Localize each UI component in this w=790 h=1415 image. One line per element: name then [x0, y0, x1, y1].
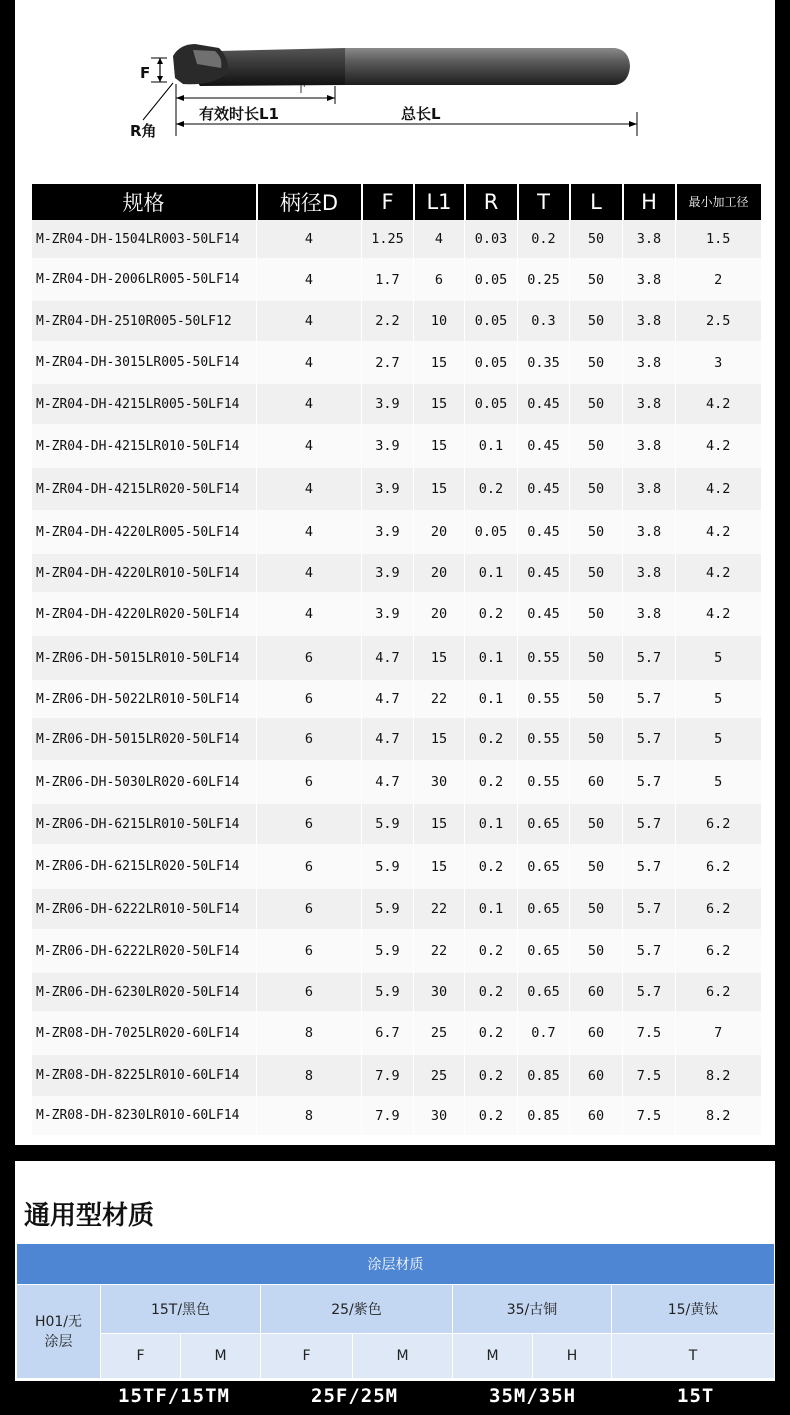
cell-min-bore: 6.2	[676, 929, 761, 973]
cell-l: 60	[570, 1096, 623, 1135]
cell-r: 0.2	[465, 592, 518, 636]
cell-t: 0.45	[518, 510, 570, 554]
cell-t: 0.55	[518, 636, 570, 680]
f-label: F	[140, 64, 151, 82]
cell-f: 2.2	[362, 301, 414, 341]
cell-shank-d: 6	[257, 804, 362, 844]
cell-l: 50	[570, 510, 623, 554]
cell-spec: M-ZR06-DH-5022LR010-50LF14	[32, 680, 257, 718]
cell-f: 5.9	[362, 973, 414, 1011]
col-header-l1: L1	[414, 184, 465, 220]
h01-uncoated-cell	[17, 1285, 101, 1379]
sub-25-m: M	[353, 1334, 453, 1379]
cell-f: 2.7	[362, 341, 414, 384]
sub-15t-f: F	[101, 1334, 181, 1379]
h01-line2: 涂层	[44, 1333, 73, 1350]
table-row	[32, 680, 761, 718]
cell-t: 0.85	[518, 1096, 570, 1135]
cell-r: 0.2	[465, 760, 518, 804]
cell-t: 0.45	[518, 592, 570, 636]
cell-l1: 4	[414, 220, 465, 258]
cell-f: 5.9	[362, 844, 414, 889]
table-row	[32, 844, 761, 889]
cell-t: 0.7	[518, 1011, 570, 1055]
cell-min-bore: 4.2	[676, 424, 761, 468]
sub-15t-m: M	[181, 1334, 261, 1379]
table-row	[32, 929, 761, 973]
cell-f: 3.9	[362, 510, 414, 554]
material-panel	[15, 1161, 775, 1381]
cell-min-bore: 8.2	[676, 1096, 761, 1135]
cell-shank-d: 4	[257, 510, 362, 554]
cell-shank-d: 4	[257, 301, 362, 341]
table-row	[32, 468, 761, 510]
cell-spec: M-ZR04-DH-4215LR005-50LF14	[32, 384, 257, 424]
cell-spec: M-ZR06-DH-6222LR020-50LF14	[32, 929, 257, 973]
cell-min-bore: 5	[676, 718, 761, 760]
cell-h: 7.5	[623, 1011, 676, 1055]
table-row	[32, 424, 761, 468]
cell-spec: M-ZR06-DH-6215LR020-50LF14	[32, 844, 257, 889]
h01-line1: H01/无	[34, 1313, 83, 1330]
cell-spec: M-ZR04-DH-1504LR003-50LF14	[32, 220, 257, 258]
cell-h: 5.7	[623, 844, 676, 889]
tool-drawing	[15, 0, 775, 175]
cell-l: 50	[570, 680, 623, 718]
cell-shank-d: 4	[257, 592, 362, 636]
code-35: 35M/35H	[489, 1385, 577, 1407]
cell-l: 50	[570, 929, 623, 973]
table-row	[32, 301, 761, 341]
cell-l: 60	[570, 973, 623, 1011]
cell-min-bore: 6.2	[676, 804, 761, 844]
cell-spec: M-ZR04-DH-4220LR005-50LF14	[32, 510, 257, 554]
cell-min-bore: 1.5	[676, 220, 761, 258]
cell-spec: M-ZR04-DH-2510R005-50LF12	[32, 301, 257, 341]
cell-t: 0.2	[518, 220, 570, 258]
cell-l: 60	[570, 760, 623, 804]
cell-h: 5.7	[623, 889, 676, 929]
cell-min-bore: 4.2	[676, 468, 761, 510]
cell-r: 0.1	[465, 424, 518, 468]
col-header-spec: 规格	[32, 184, 257, 220]
cell-l: 50	[570, 384, 623, 424]
table-row	[32, 760, 761, 804]
cell-r: 0.05	[465, 510, 518, 554]
cell-h: 3.8	[623, 301, 676, 341]
cell-min-bore: 4.2	[676, 554, 761, 592]
cell-f: 1.25	[362, 220, 414, 258]
spec-table	[31, 184, 761, 1135]
table-row	[32, 804, 761, 844]
cell-min-bore: 5	[676, 636, 761, 680]
cell-l1: 20	[414, 554, 465, 592]
code-15-yellow: 15T	[677, 1385, 715, 1407]
cell-l: 50	[570, 258, 623, 301]
cell-h: 5.7	[623, 760, 676, 804]
cell-r: 0.2	[465, 973, 518, 1011]
cell-min-bore: 4.2	[676, 384, 761, 424]
cell-l1: 20	[414, 592, 465, 636]
cell-t: 0.3	[518, 301, 570, 341]
cell-shank-d: 8	[257, 1096, 362, 1135]
table-row	[32, 258, 761, 301]
cell-min-bore: 5	[676, 680, 761, 718]
col-header-shank-d: 柄径D	[257, 184, 362, 220]
cell-shank-d: 4	[257, 468, 362, 510]
cell-spec: M-ZR06-DH-6215LR010-50LF14	[32, 804, 257, 844]
table-row	[32, 554, 761, 592]
cell-f: 7.9	[362, 1055, 414, 1096]
cell-h: 3.8	[623, 592, 676, 636]
group-15t-black: 15T/黑色	[101, 1285, 261, 1334]
cell-h: 3.8	[623, 341, 676, 384]
cell-min-bore: 7	[676, 1011, 761, 1055]
cell-l: 50	[570, 804, 623, 844]
cell-t: 0.55	[518, 718, 570, 760]
group-25-purple: 25/紫色	[261, 1285, 453, 1334]
cell-l1: 15	[414, 341, 465, 384]
cell-min-bore: 4.2	[676, 510, 761, 554]
cell-r: 0.1	[465, 680, 518, 718]
table-row	[32, 384, 761, 424]
cell-spec: M-ZR04-DH-4220LR020-50LF14	[32, 592, 257, 636]
cell-f: 4.7	[362, 718, 414, 760]
boring-tool-diagram	[15, 0, 775, 175]
cell-r: 0.05	[465, 384, 518, 424]
cell-l: 50	[570, 341, 623, 384]
cell-l1: 30	[414, 760, 465, 804]
table-row	[32, 718, 761, 760]
cell-f: 3.9	[362, 424, 414, 468]
cell-f: 4.7	[362, 636, 414, 680]
cell-spec: M-ZR06-DH-5015LR010-50LF14	[32, 636, 257, 680]
cell-t: 0.45	[518, 384, 570, 424]
table-row	[32, 592, 761, 636]
cell-l: 50	[570, 301, 623, 341]
cell-f: 4.7	[362, 760, 414, 804]
cell-h: 3.8	[623, 220, 676, 258]
cell-l: 60	[570, 1011, 623, 1055]
cell-shank-d: 6	[257, 680, 362, 718]
cell-h: 3.8	[623, 468, 676, 510]
sub-15-t: T	[612, 1334, 775, 1379]
code-15t: 15TF/15TM	[118, 1385, 230, 1407]
cell-t: 0.65	[518, 973, 570, 1011]
cell-h: 3.8	[623, 424, 676, 468]
table-row	[32, 973, 761, 1011]
cell-t: 0.45	[518, 468, 570, 510]
table-row	[32, 1096, 761, 1135]
cell-spec: M-ZR04-DH-4215LR010-50LF14	[32, 424, 257, 468]
cell-shank-d: 4	[257, 341, 362, 384]
cell-r: 0.1	[465, 889, 518, 929]
cell-l1: 6	[414, 258, 465, 301]
cell-h: 5.7	[623, 718, 676, 760]
cell-h: 5.7	[623, 973, 676, 1011]
cell-l1: 20	[414, 510, 465, 554]
sub-25-f: F	[261, 1334, 353, 1379]
cell-shank-d: 8	[257, 1055, 362, 1096]
cell-r: 0.1	[465, 554, 518, 592]
cell-spec: M-ZR06-DH-6230LR020-50LF14	[32, 973, 257, 1011]
cell-l1: 22	[414, 889, 465, 929]
material-section-title: 通用型材质	[24, 1201, 155, 1231]
cell-t: 0.65	[518, 929, 570, 973]
cell-r: 0.1	[465, 804, 518, 844]
cell-spec: M-ZR08-DH-8225LR010-60LF14	[32, 1055, 257, 1096]
cell-r: 0.03	[465, 220, 518, 258]
code-25: 25F/25M	[311, 1385, 399, 1407]
col-header-t: T	[518, 184, 570, 220]
l1-label: 有效时长L1	[199, 105, 279, 123]
cell-shank-d: 6	[257, 844, 362, 889]
cell-l: 50	[570, 468, 623, 510]
spec-panel	[15, 0, 775, 1145]
cell-shank-d: 6	[257, 636, 362, 680]
cell-t: 0.65	[518, 844, 570, 889]
cell-l: 50	[570, 844, 623, 889]
cell-h: 3.8	[623, 258, 676, 301]
cell-l1: 30	[414, 973, 465, 1011]
cell-r: 0.05	[465, 301, 518, 341]
cell-t: 0.25	[518, 258, 570, 301]
cell-l: 50	[570, 424, 623, 468]
cell-f: 7.9	[362, 1096, 414, 1135]
cell-spec: M-ZR04-DH-2006LR005-50LF14	[32, 258, 257, 301]
cell-r: 0.05	[465, 258, 518, 301]
cell-l1: 10	[414, 301, 465, 341]
cell-f: 4.7	[362, 680, 414, 718]
cell-t: 0.65	[518, 804, 570, 844]
cell-shank-d: 6	[257, 929, 362, 973]
cell-spec: M-ZR04-DH-4215LR020-50LF14	[32, 468, 257, 510]
cell-l1: 15	[414, 718, 465, 760]
cell-f: 5.9	[362, 889, 414, 929]
l-label: 总长L	[401, 105, 441, 123]
cell-l: 50	[570, 220, 623, 258]
cell-spec: M-ZR08-DH-8230LR010-60LF14	[32, 1096, 257, 1135]
cell-l1: 15	[414, 804, 465, 844]
col-header-min-bore: 最小加工径	[676, 184, 761, 220]
col-header-f: F	[362, 184, 414, 220]
cell-min-bore: 8.2	[676, 1055, 761, 1096]
cell-shank-d: 4	[257, 424, 362, 468]
cell-l: 60	[570, 1055, 623, 1096]
cell-t: 0.45	[518, 424, 570, 468]
cell-min-bore: 6.2	[676, 973, 761, 1011]
cell-l1: 15	[414, 636, 465, 680]
table-row	[32, 1055, 761, 1096]
cell-t: 0.65	[518, 889, 570, 929]
cell-l: 50	[570, 592, 623, 636]
cell-l1: 22	[414, 680, 465, 718]
cell-l: 50	[570, 718, 623, 760]
col-header-l: L	[570, 184, 623, 220]
cell-shank-d: 4	[257, 554, 362, 592]
cell-spec: M-ZR06-DH-5030LR020-60LF14	[32, 760, 257, 804]
cell-shank-d: 6	[257, 973, 362, 1011]
material-table	[16, 1243, 775, 1379]
table-row	[32, 341, 761, 384]
coating-material-header: 涂层材质	[17, 1244, 775, 1285]
table-row	[32, 1011, 761, 1055]
col-header-r: R	[465, 184, 518, 220]
cell-shank-d: 4	[257, 258, 362, 301]
cell-min-bore: 5	[676, 760, 761, 804]
cell-l1: 15	[414, 844, 465, 889]
cell-h: 3.8	[623, 554, 676, 592]
cell-l: 50	[570, 554, 623, 592]
spec-header-row	[32, 184, 761, 220]
cell-h: 7.5	[623, 1055, 676, 1096]
cell-shank-d: 8	[257, 1011, 362, 1055]
cell-r: 0.2	[465, 468, 518, 510]
cell-r: 0.1	[465, 636, 518, 680]
cell-f: 3.9	[362, 592, 414, 636]
cell-l: 50	[570, 636, 623, 680]
cell-l1: 30	[414, 1096, 465, 1135]
cell-h: 3.8	[623, 384, 676, 424]
cell-h: 7.5	[623, 1096, 676, 1135]
table-row	[32, 636, 761, 680]
sub-35-m: M	[453, 1334, 533, 1379]
cell-h: 5.7	[623, 929, 676, 973]
group-15-yellow-ti: 15/黄钛	[612, 1285, 775, 1334]
cell-f: 3.9	[362, 554, 414, 592]
cell-l1: 25	[414, 1055, 465, 1096]
cell-t: 0.85	[518, 1055, 570, 1096]
cell-f: 1.7	[362, 258, 414, 301]
cell-min-bore: 6.2	[676, 844, 761, 889]
cell-f: 3.9	[362, 468, 414, 510]
tool-shank	[345, 48, 630, 85]
cell-spec: M-ZR06-DH-6222LR010-50LF14	[32, 889, 257, 929]
cell-shank-d: 6	[257, 718, 362, 760]
cell-f: 5.9	[362, 804, 414, 844]
cell-t: 0.55	[518, 760, 570, 804]
cell-r: 0.2	[465, 718, 518, 760]
cell-t: 0.35	[518, 341, 570, 384]
r-label: R角	[130, 122, 157, 140]
cell-shank-d: 4	[257, 384, 362, 424]
cell-r: 0.2	[465, 929, 518, 973]
cell-t: 0.55	[518, 680, 570, 718]
h-mark: H	[300, 81, 306, 89]
cell-l1: 15	[414, 384, 465, 424]
table-row	[32, 220, 761, 258]
group-35-bronze: 35/古铜	[453, 1285, 612, 1334]
cell-r: 0.2	[465, 1096, 518, 1135]
cell-shank-d: 6	[257, 889, 362, 929]
cell-min-bore: 2.5	[676, 301, 761, 341]
cell-r: 0.05	[465, 341, 518, 384]
cell-l1: 22	[414, 929, 465, 973]
cell-min-bore: 4.2	[676, 592, 761, 636]
cell-spec: M-ZR06-DH-5015LR020-50LF14	[32, 718, 257, 760]
cell-h: 5.7	[623, 804, 676, 844]
cell-r: 0.2	[465, 844, 518, 889]
spec-table-body	[32, 220, 761, 1135]
cell-spec: M-ZR04-DH-4220LR010-50LF14	[32, 554, 257, 592]
cell-h: 5.7	[623, 680, 676, 718]
cell-f: 5.9	[362, 929, 414, 973]
cell-l1: 15	[414, 424, 465, 468]
cell-min-bore: 6.2	[676, 889, 761, 929]
cell-spec: M-ZR04-DH-3015LR005-50LF14	[32, 341, 257, 384]
col-header-h: H	[623, 184, 676, 220]
cell-l1: 15	[414, 468, 465, 510]
cell-t: 0.45	[518, 554, 570, 592]
cell-r: 0.2	[465, 1011, 518, 1055]
cell-min-bore: 3	[676, 341, 761, 384]
cell-spec: M-ZR08-DH-7025LR020-60LF14	[32, 1011, 257, 1055]
cell-min-bore: 2	[676, 258, 761, 301]
table-row	[32, 889, 761, 929]
table-row	[32, 510, 761, 554]
cell-h: 3.8	[623, 510, 676, 554]
sub-35-h: H	[533, 1334, 612, 1379]
cell-l1: 25	[414, 1011, 465, 1055]
cell-r: 0.2	[465, 1055, 518, 1096]
cell-shank-d: 4	[257, 220, 362, 258]
cell-f: 6.7	[362, 1011, 414, 1055]
cell-h: 5.7	[623, 636, 676, 680]
cell-shank-d: 6	[257, 760, 362, 804]
cell-l: 50	[570, 889, 623, 929]
cell-f: 3.9	[362, 384, 414, 424]
